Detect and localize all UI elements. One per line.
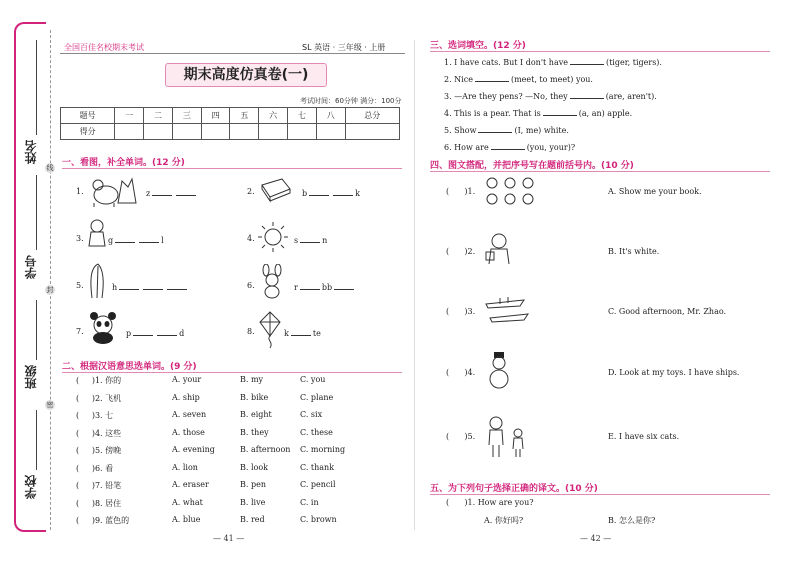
answer-blank[interactable] [300,281,320,290]
s3-prompt: 1. I have cats. But I don't have [444,58,568,67]
toy-ships-icon [484,294,530,324]
s2-answer-paren[interactable]: ( )8. 居住 [76,498,122,508]
class-line[interactable] [36,300,37,360]
s1-letter: z [146,189,151,198]
hair-icon [88,262,108,302]
s2-option-b: B. they [240,427,269,437]
s2-option-c: C. these [300,427,333,437]
answer-blank[interactable] [143,281,163,290]
man-and-boy-icon [484,415,528,459]
score-input[interactable] [144,124,173,140]
answer-blank[interactable] [300,234,320,243]
school-label: 学校 [24,475,38,499]
s1-word-6 [294,281,356,292]
score-header-row [61,108,400,124]
student-id-label: 学号 [24,255,38,279]
s2-option-b: B. afternoon [240,445,291,454]
s3-prompt: 3. —Are they pens? —No, they [444,92,568,101]
s3-item-2 [444,73,593,84]
s2-option-b: B. pen [240,480,266,489]
s2-question-text: )2. 飞机 [91,393,122,403]
section3-title: 三、选词填空。(12 分) [430,41,526,51]
answer-blank[interactable] [115,234,135,243]
s1-word-2 [302,187,360,198]
s4-num: )3. [464,307,476,316]
s1-letter: k [355,189,360,198]
s2-option-c: C. in [300,497,319,507]
page-number-left: — 41 — [213,534,245,543]
s1-num: 4. [247,234,255,243]
score-cell: 八 [316,108,345,124]
s2-option-a: A. your [172,375,202,384]
s4-answer-paren[interactable]: ( )4. [446,368,476,377]
s1-num: 5. [76,281,84,290]
score-cell: 总分 [345,108,399,124]
s1-letter: l [161,236,164,245]
seal-dot-3: 密 [46,401,54,409]
score-input[interactable] [259,124,288,140]
s4-answer-paren[interactable]: ( )5. [446,432,476,441]
score-cell: 二 [144,108,173,124]
s2-option-a: A. evening [172,445,215,454]
s4-num: )2. [464,247,476,256]
section1-rule [62,168,402,169]
s2-option-c: C. morning [300,445,346,454]
cut-line [50,30,51,530]
s2-option-c: C. six [300,410,323,419]
s1-word-4 [294,234,327,245]
s2-question-text: )4. 这些 [91,428,122,438]
answer-blank[interactable] [167,281,187,290]
s2-question-text: )7. 铅笔 [91,481,122,490]
score-input[interactable] [201,124,230,140]
s1-word-5 [112,281,189,292]
s2-option-b: B. eight [240,410,272,419]
s1-num: 2. [247,187,255,196]
s1-letter: d [179,329,185,338]
s4-option-e: E. I have six cats. [608,432,680,441]
s2-answer-paren[interactable]: ( )7. 铅笔 [76,481,122,490]
s3-prompt: 2. Nice [444,75,473,84]
s1-num: 8. [247,327,255,336]
answer-blank[interactable] [475,73,509,82]
seal-dot-1: 线 [46,164,54,172]
s1-letter: p [126,329,132,338]
s1-word-3 [108,234,164,245]
s3-item-1 [444,56,662,67]
section2-title: 二、根据汉语意思选单词。(9 分) [62,362,197,372]
rabbit-icon [258,264,286,300]
s4-answer-paren[interactable]: ( )3. [446,307,476,316]
s1-letter: bb [321,283,333,292]
name-line[interactable] [36,40,37,135]
answer-blank[interactable] [139,234,159,243]
s2-question-text: )9. 蓝色的 [91,516,130,525]
page-divider [414,40,415,530]
section1-title: 一、看图，补全单词。(12 分) [62,158,185,168]
score-cell: 一 [115,108,144,124]
s3-item-4 [444,107,632,118]
s1-word-1 [146,187,198,198]
s5-question: )1. How are you? [464,498,534,507]
s2-option-a: A. those [172,427,205,437]
score-input[interactable] [288,124,317,140]
kite-icon [258,310,282,350]
panda-icon [86,310,120,344]
zoo-animals-icon [88,173,140,209]
answer-blank[interactable] [334,281,354,290]
s4-answer-paren[interactable]: ( )1. [446,187,476,196]
s4-num: )4. [464,368,476,377]
page-title: 期末高度仿真卷(一) [165,63,327,87]
s4-num: )5. [464,432,476,441]
s1-word-7 [126,327,184,338]
s2-question-text: )8. 居住 [91,498,122,508]
s2-answer-paren[interactable]: ( )5. 傍晚 [76,446,122,455]
student-id-line[interactable] [36,175,37,250]
seal-dot-2: 封 [46,286,54,294]
s3-options: (tiger, tigers). [605,58,662,67]
answer-blank[interactable] [119,281,139,290]
s3-options: (are, aren't). [605,92,657,101]
s1-letter: te [312,329,321,338]
score-input[interactable] [230,124,259,140]
s1-letter: n [322,236,328,245]
s2-option-b: B. look [240,462,269,472]
score-cell: 三 [172,108,201,124]
s1-letter: g [108,236,114,245]
score-cell: 题号 [61,108,115,124]
s1-letter: h [112,283,118,292]
s3-item-5 [444,124,569,135]
girl-icon [86,218,108,248]
score-cell: 六 [259,108,288,124]
school-line[interactable] [36,410,37,470]
header-rule [60,53,405,54]
s2-answer-paren[interactable]: ( )2. 飞机 [76,393,122,403]
answer-blank[interactable] [333,187,353,196]
s4-option-c: C. Good afternoon, Mr. Zhao. [608,307,727,316]
section2-rule [62,372,402,373]
s2-option-a: A. what [172,497,203,507]
s2-option-b: B. red [240,515,265,524]
s1-letter: b [302,189,308,198]
s2-option-b: B. bike [240,392,269,402]
s2-question-text: )6. 看 [91,463,114,473]
s3-options: (meet, to meet) you. [510,75,593,84]
s2-option-c: C. brown [300,515,337,524]
s2-option-b: B. my [240,375,264,384]
score-row [61,124,400,140]
s2-answer-paren[interactable]: ( )1. 你的 [76,376,122,385]
s3-options: (I, me) white. [514,126,569,135]
score-cell: 五 [230,108,259,124]
score-input[interactable] [345,124,399,140]
class-label: 班级 [24,365,38,389]
s2-option-a: A. eraser [172,480,209,489]
s1-letter: k [284,329,289,338]
s2-option-a: A. seven [172,410,207,419]
s2-option-c: C. thank [300,462,335,472]
s4-option-d: D. Look at my toys. I have ships. [608,368,740,377]
s1-num: 3. [76,234,84,243]
name-label: 姓名 [24,140,38,164]
s2-option-c: C. pencil [300,480,336,489]
score-input[interactable] [115,124,144,140]
six-cats-icon [484,175,540,207]
s3-item-3 [444,90,657,101]
book-icon [258,175,294,203]
s4-option-a: A. Show me your book. [608,187,702,196]
s2-answer-paren[interactable]: ( )9. 蓝色的 [76,516,130,525]
s2-question-text: )5. 傍晚 [91,446,122,455]
s1-num: 7. [76,327,84,336]
s2-option-a: A. blue [172,515,201,524]
s2-answer-paren[interactable]: ( )3. 七 [76,411,114,420]
answer-blank[interactable] [152,187,172,196]
snowman-icon [484,350,514,390]
answer-blank[interactable] [157,327,177,336]
answer-blank[interactable] [543,107,577,116]
answer-blank[interactable] [570,56,604,65]
s5-answer-paren[interactable]: ( )1. How are you? [446,498,534,507]
s1-letter: r [294,283,298,292]
answer-blank[interactable] [309,187,329,196]
s5-option-a: A. 你好吗? [484,516,524,525]
s3-options: (a, an) apple. [578,109,633,118]
score-input[interactable] [172,124,201,140]
s2-option-b: B. live [240,497,266,507]
s5-option-b: B. 怎么是你? [608,516,656,525]
score-row-label: 得分 [61,124,115,140]
subject-text: SL 英语 · 三年级 · 上册 [302,43,386,52]
answer-blank[interactable] [176,187,196,196]
s3-options: (you, your)? [526,143,576,152]
section5-title: 五、为下列句子选择正确的译文。(10 分) [430,484,598,494]
s3-prompt: 5. Show [444,126,477,135]
sun-icon [256,220,290,254]
s2-option-c: C. you [300,375,326,384]
section5-rule [430,494,770,495]
answer-blank[interactable] [491,141,525,150]
score-input[interactable] [316,124,345,140]
answer-blank[interactable] [133,327,153,336]
answer-blank[interactable] [478,124,512,133]
s1-num: 6. [247,281,255,290]
answer-blank[interactable] [291,327,311,336]
section4-title: 四、图文搭配，并把序号写在题前括号内。(10 分) [430,161,634,171]
s2-question-text: )1. 你的 [91,376,122,385]
s1-letter: s [294,236,299,245]
section4-rule [430,171,770,172]
s1-word-8 [284,327,321,338]
brand-text: 全国百佳名校期末考试 [64,43,144,52]
answer-blank[interactable] [570,90,604,99]
exam-info: 考试时间：60分钟 满分：100分 [300,97,402,105]
s4-num: )1. [464,187,476,196]
score-table [60,107,400,140]
score-cell: 四 [201,108,230,124]
section3-rule [430,51,770,52]
s1-num: 1. [76,187,84,196]
s4-option-b: B. It's white. [608,247,660,256]
boy-with-book-icon [484,232,514,266]
s2-question-text: )3. 七 [91,411,114,420]
s2-option-c: C. plane [300,392,334,402]
s2-option-a: A. ship [172,392,200,402]
s2-answer-paren[interactable]: ( )6. 看 [76,463,114,473]
score-cell: 七 [288,108,317,124]
s3-prompt: 6. How are [444,143,489,152]
s4-answer-paren[interactable]: ( )2. [446,247,476,256]
page-number-right: — 42 — [580,534,612,543]
s2-answer-paren[interactable]: ( )4. 这些 [76,428,122,438]
s2-option-a: A. lion [172,462,198,472]
s3-item-6 [444,141,575,152]
s3-prompt: 4. This is a pear. That is [444,109,541,118]
